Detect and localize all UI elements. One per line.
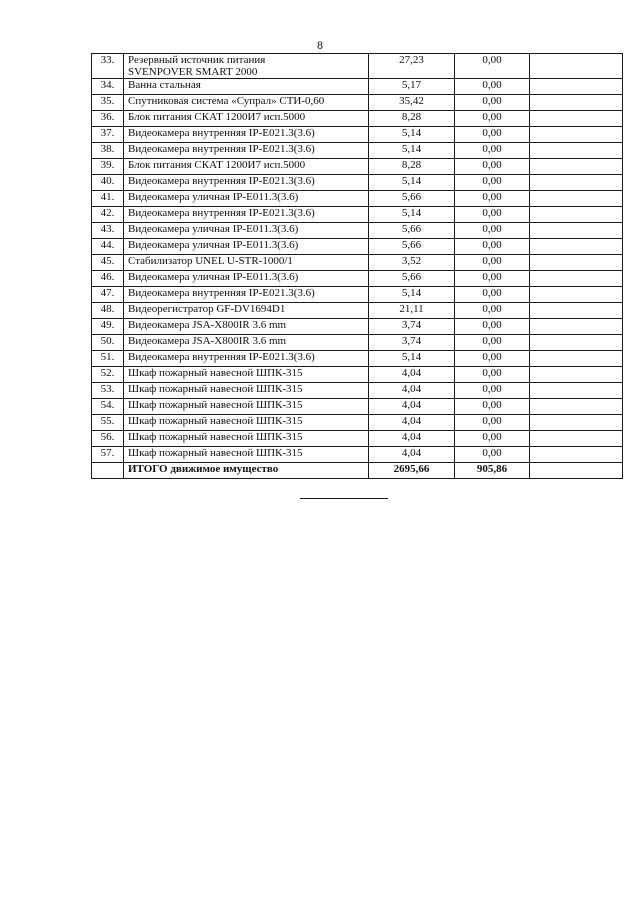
item-name-line: Видеокамера внутренняя IP-E021.3(3.6) xyxy=(128,287,315,300)
item-note xyxy=(530,191,623,207)
item-value: 5,14 xyxy=(369,351,455,367)
item-note xyxy=(530,95,623,111)
item-value: 5,66 xyxy=(369,223,455,239)
table-row xyxy=(92,79,623,95)
item-value: 4,04 xyxy=(369,415,455,431)
item-residual-value: 0,00 xyxy=(455,159,530,175)
table-row xyxy=(92,271,623,287)
item-note xyxy=(530,431,623,447)
item-name-line: Видеокамера внутренняя IP-E021.3(3.6) xyxy=(128,351,315,364)
item-residual-value: 0,00 xyxy=(455,351,530,367)
item-residual-value: 0,00 xyxy=(455,54,530,79)
item-name xyxy=(124,351,369,367)
item-name-line: Видеокамера уличная IP-E011.3(3.6) xyxy=(128,223,299,236)
item-name xyxy=(124,367,369,383)
table-row xyxy=(92,191,623,207)
item-residual-value: 0,00 xyxy=(455,287,530,303)
item-name xyxy=(124,175,369,191)
row-number: 46. xyxy=(92,271,124,287)
item-name xyxy=(124,383,369,399)
item-value: 5,17 xyxy=(369,79,455,95)
total-residual-value: 905,86 xyxy=(455,463,530,479)
item-name xyxy=(124,111,369,127)
item-note xyxy=(530,159,623,175)
item-name xyxy=(124,447,369,463)
item-name-line: Видеокамера JSA-X800IR 3.6 mm xyxy=(128,319,287,332)
item-residual-value: 0,00 xyxy=(455,143,530,159)
item-value: 5,66 xyxy=(369,191,455,207)
table-row xyxy=(92,239,623,255)
table-row xyxy=(92,223,623,239)
row-number: 41. xyxy=(92,191,124,207)
item-value: 5,66 xyxy=(369,271,455,287)
item-note xyxy=(530,415,623,431)
item-value: 5,14 xyxy=(369,207,455,223)
item-value: 4,04 xyxy=(369,447,455,463)
footer-rule xyxy=(300,498,388,499)
item-value: 4,04 xyxy=(369,383,455,399)
item-residual-value: 0,00 xyxy=(455,303,530,319)
item-name-line: Видеокамера JSA-X800IR 3.6 mm xyxy=(128,335,287,348)
item-name-line: Видеокамера уличная IP-E011.3(3.6) xyxy=(128,191,299,204)
item-name xyxy=(124,223,369,239)
row-number: 44. xyxy=(92,239,124,255)
item-residual-value: 0,00 xyxy=(455,223,530,239)
item-note xyxy=(530,383,623,399)
table-row xyxy=(92,175,623,191)
item-value: 35,42 xyxy=(369,95,455,111)
item-residual-value: 0,00 xyxy=(455,111,530,127)
item-name-line: Резервный источник питания xyxy=(128,54,266,66)
row-number: 37. xyxy=(92,127,124,143)
item-residual-value: 0,00 xyxy=(455,415,530,431)
table-row xyxy=(92,127,623,143)
item-name-line: Шкаф пожарный навесной ШПК-315 xyxy=(128,431,303,444)
row-number: 47. xyxy=(92,287,124,303)
item-name xyxy=(124,415,369,431)
table-row xyxy=(92,383,623,399)
item-residual-value: 0,00 xyxy=(455,367,530,383)
row-number: 49. xyxy=(92,319,124,335)
item-note xyxy=(530,175,623,191)
item-name-line: Видеокамера внутренняя IP-E021.3(3.6) xyxy=(128,127,315,140)
item-name xyxy=(124,79,369,95)
item-residual-value: 0,00 xyxy=(455,175,530,191)
table-row xyxy=(92,255,623,271)
table-row xyxy=(92,111,623,127)
item-name xyxy=(124,239,369,255)
item-value: 5,14 xyxy=(369,175,455,191)
item-name xyxy=(124,287,369,303)
item-value: 27,23 xyxy=(369,54,455,79)
item-value: 5,14 xyxy=(369,143,455,159)
item-name-line: Блок питания СКАТ 1200И7 исп.5000 xyxy=(128,111,306,124)
item-value: 3,74 xyxy=(369,335,455,351)
row-number: 55. xyxy=(92,415,124,431)
item-note xyxy=(530,54,623,79)
item-value: 4,04 xyxy=(369,399,455,415)
item-residual-value: 0,00 xyxy=(455,207,530,223)
row-number: 45. xyxy=(92,255,124,271)
item-note xyxy=(530,399,623,415)
item-name xyxy=(124,54,369,79)
item-name-line: Шкаф пожарный навесной ШПК-315 xyxy=(128,415,303,428)
row-number: 51. xyxy=(92,351,124,367)
table-row xyxy=(92,367,623,383)
item-residual-value: 0,00 xyxy=(455,399,530,415)
item-name-line: Видеокамера внутренняя IP-E021.3(3.6) xyxy=(128,143,315,156)
item-value: 21,11 xyxy=(369,303,455,319)
row-number: 34. xyxy=(92,79,124,95)
total-value: 2695,66 xyxy=(369,463,455,479)
item-name-line: Спутниковая система «Супрал» СТИ-0,60 xyxy=(128,95,325,108)
item-name-line: Видеокамера уличная IP-E011.3(3.6) xyxy=(128,239,299,252)
item-residual-value: 0,00 xyxy=(455,79,530,95)
item-value: 5,14 xyxy=(369,287,455,303)
item-name-line-2: SVENPOVER SMART 2000 xyxy=(128,65,258,78)
item-value: 5,66 xyxy=(369,239,455,255)
table-row xyxy=(92,447,623,463)
page-number: 8 xyxy=(317,38,323,52)
item-name xyxy=(124,335,369,351)
item-note xyxy=(530,111,623,127)
item-name-line: Видеокамера уличная IP-E011.3(3.6) xyxy=(128,271,299,284)
item-note xyxy=(530,127,623,143)
table-row xyxy=(92,431,623,447)
item-name-line: Шкаф пожарный навесной ШПК-315 xyxy=(128,447,303,460)
table-row xyxy=(92,335,623,351)
item-note xyxy=(530,255,623,271)
table-row xyxy=(92,54,623,79)
item-residual-value: 0,00 xyxy=(455,127,530,143)
item-note xyxy=(530,447,623,463)
inventory-table-body xyxy=(92,54,623,479)
item-name xyxy=(124,319,369,335)
item-note xyxy=(530,335,623,351)
total-number xyxy=(92,463,124,479)
item-name-line: Ванна стальная xyxy=(128,79,201,92)
row-number: 50. xyxy=(92,335,124,351)
item-residual-value: 0,00 xyxy=(455,271,530,287)
item-name xyxy=(124,431,369,447)
item-name-line: Шкаф пожарный навесной ШПК-315 xyxy=(128,383,303,396)
item-note xyxy=(530,79,623,95)
item-value: 3,52 xyxy=(369,255,455,271)
total-label: ИТОГО движимое имущество xyxy=(124,463,369,479)
item-note xyxy=(530,143,623,159)
item-note xyxy=(530,239,623,255)
item-name-line: Видеокамера внутренняя IP-E021.3(3.6) xyxy=(128,207,315,220)
item-name xyxy=(124,255,369,271)
item-name xyxy=(124,143,369,159)
row-number: 57. xyxy=(92,447,124,463)
item-name xyxy=(124,191,369,207)
item-name-line: Стабилизатор UNEL U-STR-1000/1 xyxy=(128,255,293,268)
item-value: 8,28 xyxy=(369,111,455,127)
item-note xyxy=(530,319,623,335)
item-residual-value: 0,00 xyxy=(455,319,530,335)
table-row xyxy=(92,143,623,159)
total-row xyxy=(92,463,623,479)
row-number: 40. xyxy=(92,175,124,191)
row-number: 36. xyxy=(92,111,124,127)
table-row xyxy=(92,159,623,175)
item-name xyxy=(124,127,369,143)
total-note xyxy=(530,463,623,479)
item-residual-value: 0,00 xyxy=(455,255,530,271)
item-name xyxy=(124,207,369,223)
item-value: 4,04 xyxy=(369,431,455,447)
row-number: 56. xyxy=(92,431,124,447)
row-number: 54. xyxy=(92,399,124,415)
item-note xyxy=(530,351,623,367)
item-name-line: Видеорегистратор GF-DV1694D1 xyxy=(128,303,286,316)
item-name xyxy=(124,95,369,111)
item-value: 4,04 xyxy=(369,367,455,383)
table-row xyxy=(92,415,623,431)
item-name-line: Блок питания СКАТ 1200И7 исп.5000 xyxy=(128,159,306,172)
item-residual-value: 0,00 xyxy=(455,383,530,399)
item-note xyxy=(530,367,623,383)
item-value: 8,28 xyxy=(369,159,455,175)
item-residual-value: 0,00 xyxy=(455,447,530,463)
row-number: 33. xyxy=(92,54,124,79)
item-residual-value: 0,00 xyxy=(455,95,530,111)
item-note xyxy=(530,271,623,287)
row-number: 48. xyxy=(92,303,124,319)
row-number: 43. xyxy=(92,223,124,239)
table-row xyxy=(92,399,623,415)
item-note xyxy=(530,207,623,223)
item-residual-value: 0,00 xyxy=(455,431,530,447)
item-note xyxy=(530,287,623,303)
item-note xyxy=(530,223,623,239)
item-value: 3,74 xyxy=(369,319,455,335)
item-name-line: Видеокамера внутренняя IP-E021.3(3.6) xyxy=(128,175,315,188)
row-number: 35. xyxy=(92,95,124,111)
row-number: 52. xyxy=(92,367,124,383)
row-number: 39. xyxy=(92,159,124,175)
item-value: 5,14 xyxy=(369,127,455,143)
item-note xyxy=(530,303,623,319)
item-name-line: Шкаф пожарный навесной ШПК-315 xyxy=(128,367,303,380)
item-name xyxy=(124,303,369,319)
table-row xyxy=(92,351,623,367)
table-row xyxy=(92,207,623,223)
item-name xyxy=(124,271,369,287)
table-row xyxy=(92,303,623,319)
row-number: 38. xyxy=(92,143,124,159)
item-residual-value: 0,00 xyxy=(455,239,530,255)
item-name-line: Шкаф пожарный навесной ШПК-315 xyxy=(128,399,303,412)
table-row xyxy=(92,95,623,111)
table-row xyxy=(92,319,623,335)
item-name xyxy=(124,399,369,415)
item-name xyxy=(124,159,369,175)
item-residual-value: 0,00 xyxy=(455,335,530,351)
row-number: 53. xyxy=(92,383,124,399)
item-residual-value: 0,00 xyxy=(455,191,530,207)
table-row xyxy=(92,287,623,303)
inventory-table xyxy=(91,53,623,479)
row-number: 42. xyxy=(92,207,124,223)
